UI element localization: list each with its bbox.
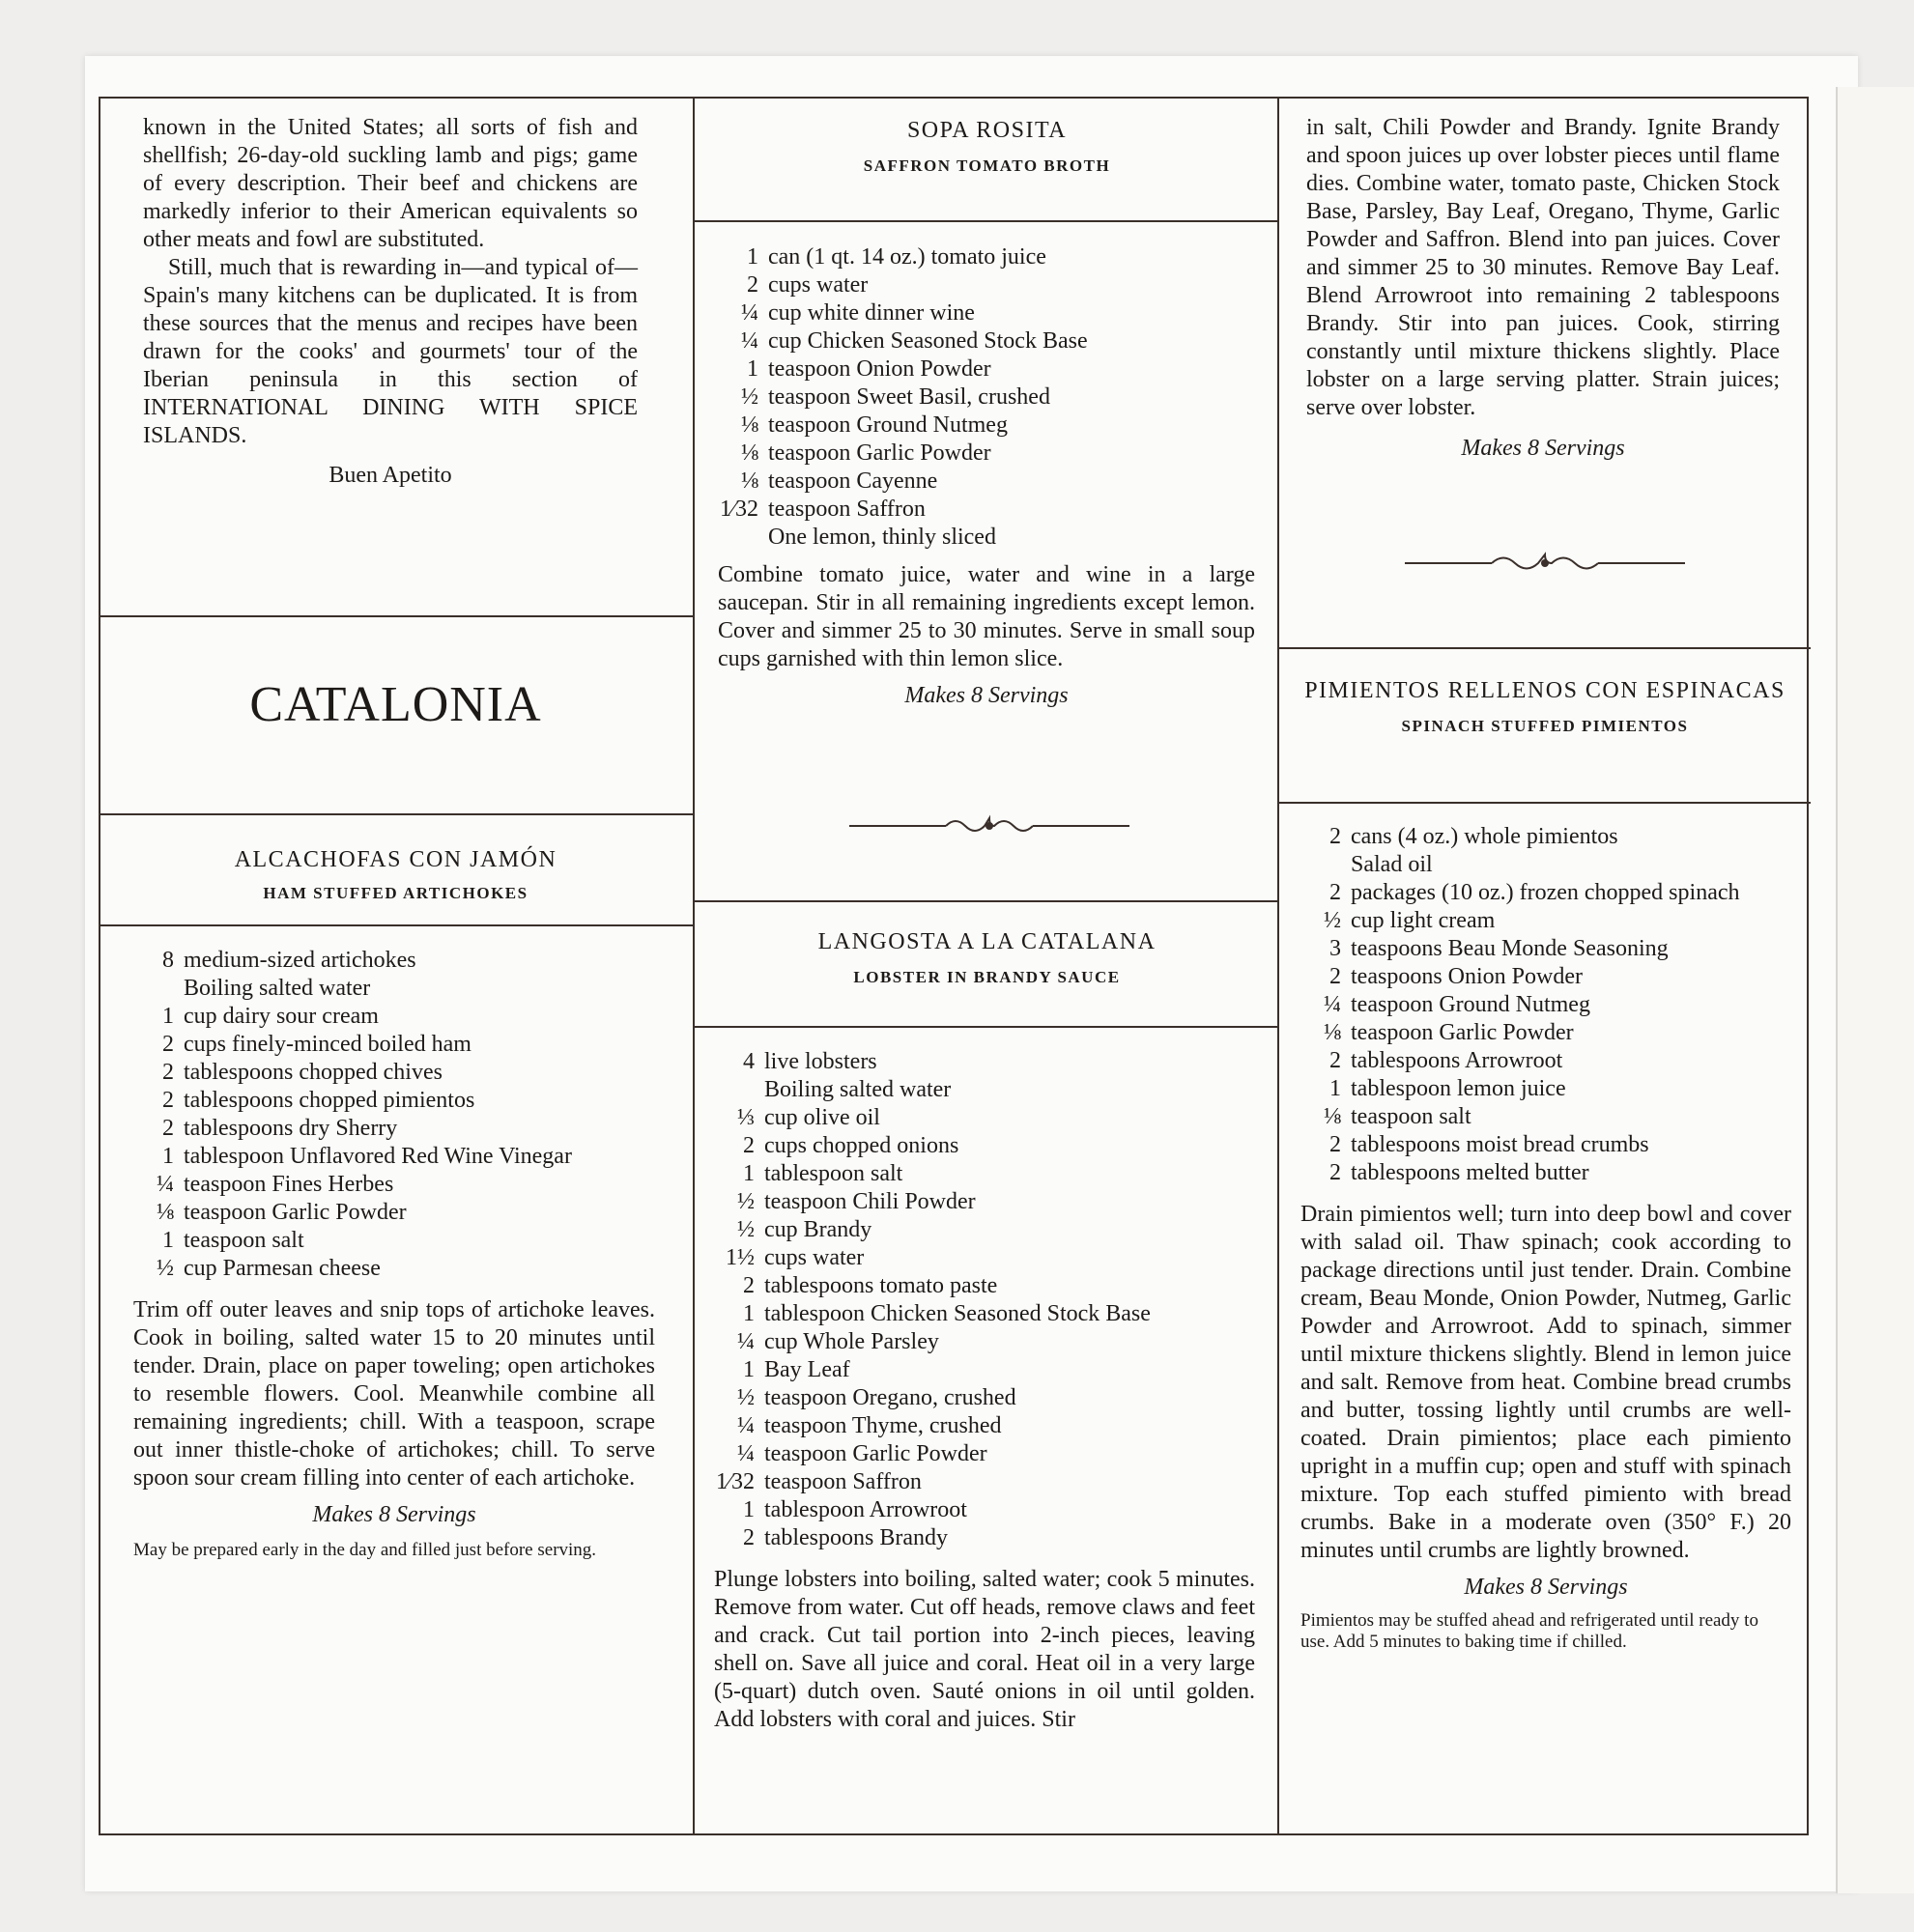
recipe-subtitle: LOBSTER IN BRANDY SAUCE — [853, 968, 1121, 986]
recipe-directions-continued: in salt, Chili Powder and Brandy. Ignite Brandy and spoon juices up over lobster pieces until flame dies. Combine water, tomato paste, Chicken Stock Base, Parsley, Bay Leaf, Oregano, Thyme, Garlic Powder and Saffron. Blend into pan juices. Cover and simmer 25 to 30 minutes. Remove Bay Leaf. Blend Arrowroot into remaining 2 tablespoons Brandy. Stir into pan juices. Cook, stirring constantly until mixture thickens slightly. Place lobster on a large serving platter. Strain juices; serve over lobster. — [1306, 115, 1780, 420]
ingredient-text: cup light cream — [1351, 908, 1496, 933]
ingredient-item — [718, 468, 1255, 496]
ingredient-quantity: ½ — [157, 1256, 174, 1281]
ingredient-quantity: 2 — [1329, 964, 1341, 989]
ingredient-text: tablespoons chopped chives — [184, 1060, 443, 1085]
ingredient-item — [133, 1031, 655, 1059]
ingredient-item — [1300, 991, 1791, 1019]
ingredient-quantity — [718, 524, 768, 552]
ingredient-item — [133, 1227, 655, 1255]
ingredient-text: teaspoon Onion Powder — [768, 356, 991, 382]
ingredient-text: cup Parmesan cheese — [184, 1256, 381, 1281]
ingredient-text: teaspoon Garlic Powder — [768, 440, 991, 466]
ingredient-item — [714, 1412, 1255, 1440]
ingredient-quantity: ½ — [737, 1189, 755, 1214]
signoff: Buen Apetito — [329, 463, 452, 488]
servings: Makes 8 Servings — [1461, 436, 1625, 461]
ingredient-quantity: 1 — [743, 1301, 755, 1326]
ingredient-text: teaspoon Oregano, crushed — [764, 1385, 1016, 1410]
ingredient-text: teaspoon salt — [184, 1228, 304, 1253]
recipe-title: PIMIENTOS RELLENOS CON ESPINACAS — [1304, 678, 1785, 703]
ingredient-text: teaspoon Thyme, crushed — [764, 1413, 1002, 1438]
ingredient-quantity: ⅛ — [741, 412, 758, 438]
ingredient-quantity: 1 — [1329, 1076, 1341, 1101]
ingredient-quantity: 2 — [743, 1273, 755, 1298]
ingredient-text: teaspoon Saffron — [768, 497, 926, 522]
ingredient-item — [714, 1440, 1255, 1468]
ingredient-text: tablespoon lemon juice — [1351, 1076, 1566, 1101]
ingredient-text: One lemon, thinly sliced — [768, 525, 996, 550]
divider — [99, 615, 693, 617]
ingredient-quantity: 8 — [162, 948, 174, 973]
ingredient-item — [714, 1328, 1255, 1356]
servings: Makes 8 Servings — [1464, 1575, 1628, 1600]
ingredient-text: teaspoon Cayenne — [768, 469, 938, 494]
ingredient-item — [1300, 1047, 1791, 1075]
ingredient-item — [1300, 963, 1791, 991]
ingredient-item — [133, 975, 655, 1003]
ingredient-item — [714, 1076, 1255, 1104]
ingredient-item — [718, 496, 1255, 524]
ingredient-quantity: 1 — [162, 1144, 174, 1169]
ingredient-quantity: ¼ — [741, 328, 758, 354]
ingredient-quantity: 1⁄32 — [719, 497, 758, 522]
ingredient-text: tablespoon Chicken Seasoned Stock Base — [764, 1301, 1151, 1326]
ingredient-quantity: 2 — [743, 1133, 755, 1158]
ingredient-item — [718, 355, 1255, 384]
ingredient-item — [714, 1188, 1255, 1216]
ingredient-item — [1300, 1159, 1791, 1187]
ingredient-quantity — [1300, 851, 1351, 879]
recipe-directions: Drain pimientos well; turn into deep bowl and cover with salad oil. Thaw spinach; cook according to package directions until just tender. Drain. Combine cream, Beau Monde, Onion Powder, Nutmeg, Garlic Powder and Arrowroot. Add to spinach, simmer until mixture thickens slightly. Blend in lemon juice and salt. Remove from heat. Combine bread crumbs and butter, tossing lightly until crumbs are well-coated. Drain pimientos; place each pimiento upright in a muffin cup; open and stuff with spinach mixture. Top each stuffed pimiento with bread crumbs. Bake in a moderate oven (350° F.) 20 minutes until crumbs are lightly browned. — [1300, 1202, 1791, 1563]
ingredient-text: cup olive oil — [764, 1105, 880, 1130]
ingredient-text: teaspoon Garlic Powder — [764, 1441, 987, 1466]
ingredient-text: packages (10 oz.) frozen chopped spinach — [1351, 880, 1740, 905]
ingredient-text: tablespoon Unflavored Red Wine Vinegar — [184, 1144, 572, 1169]
intro-paragraph-1: known in the United States; all sorts of fish and shellfish; 26-day-old suckling lamb and pigs; game of every description. Their beef and chickens are markedly inferior to their American equivalents so other meats and fowl are substituted. — [143, 115, 638, 252]
intro-paragraph-2: Still, much that is rewarding in—and typical of—Spain's many kitchens can be duplicated. It is from these sources that the menus and recipes have been drawn for the cooks' and gourmets' tour of the Iberian peninsula in this section of INTERNATIONAL DINING WITH SPICE ISLANDS. — [143, 255, 638, 448]
ingredient-text: teaspoon Garlic Powder — [1351, 1020, 1574, 1045]
ingredient-quantity: 3 — [1329, 936, 1341, 961]
ingredient-list — [1300, 823, 1791, 1187]
divider — [99, 924, 693, 926]
ingredient-quantity: ¼ — [737, 1413, 755, 1438]
ingredient-item — [714, 1524, 1255, 1552]
ingredient-quantity: 2 — [1329, 1132, 1341, 1157]
ingredient-text: Salad oil — [1351, 852, 1433, 877]
ingredient-item — [718, 412, 1255, 440]
ingredient-item — [1300, 879, 1791, 907]
ingredient-quantity: 2 — [1329, 1160, 1341, 1185]
ingredient-item — [133, 1087, 655, 1115]
ingredient-quantity: 1 — [162, 1004, 174, 1029]
ingredient-text: cup white dinner wine — [768, 300, 975, 326]
ingredient-item — [1300, 851, 1791, 879]
ingredient-item — [1300, 823, 1791, 851]
ingredient-quantity: 4 — [743, 1049, 755, 1074]
ingredient-quantity: ⅛ — [741, 469, 758, 494]
ingredient-item — [133, 1003, 655, 1031]
ingredient-list — [714, 1048, 1255, 1552]
ingredient-text: tablespoons chopped pimientos — [184, 1088, 475, 1113]
recipe-title: ALCACHOFAS CON JAMÓN — [234, 847, 557, 872]
ingredient-text: cup dairy sour cream — [184, 1004, 379, 1029]
divider — [695, 1026, 1279, 1028]
ingredient-item — [718, 243, 1255, 271]
ingredient-text: teaspoons Beau Monde Seasoning — [1351, 936, 1669, 961]
column-left — [99, 97, 693, 1835]
ingredient-quantity — [133, 975, 184, 1003]
ingredient-item — [1300, 935, 1791, 963]
ingredient-item — [714, 1300, 1255, 1328]
ornament-divider — [849, 811, 1129, 840]
ingredient-text: cups finely-minced boiled ham — [184, 1032, 471, 1057]
ingredient-text: teaspoon Garlic Powder — [184, 1200, 407, 1225]
ornament-divider — [1405, 549, 1685, 578]
ingredient-quantity: 2 — [162, 1032, 174, 1057]
recipe-title: SOPA ROSITA — [906, 118, 1068, 143]
ingredient-text: tablespoons Brandy — [764, 1525, 948, 1550]
ingredient-list — [133, 947, 655, 1283]
servings: Makes 8 Servings — [904, 683, 1069, 708]
ingredient-quantity: 1⁄32 — [715, 1469, 755, 1494]
ingredient-item — [714, 1132, 1255, 1160]
ingredient-quantity: 1 — [162, 1228, 174, 1253]
ingredient-quantity: 2 — [1329, 824, 1341, 849]
ingredient-item — [133, 947, 655, 975]
ingredient-text: live lobsters — [764, 1049, 877, 1074]
ingredient-item — [133, 1115, 655, 1143]
recipe-subtitle: SPINACH STUFFED PIMIENTOS — [1401, 717, 1689, 735]
ingredient-item — [133, 1059, 655, 1087]
ingredient-text: cups water — [768, 272, 869, 298]
ingredient-text: teaspoon Ground Nutmeg — [1351, 992, 1590, 1017]
recipe-note: May be prepared early in the day and filled just before serving. — [133, 1540, 597, 1560]
ingredient-item — [133, 1143, 655, 1171]
ingredient-quantity: 2 — [747, 272, 758, 298]
ingredient-text: tablespoons tomato paste — [764, 1273, 998, 1298]
ingredient-quantity: ½ — [1324, 908, 1341, 933]
ingredient-text: cans (4 oz.) whole pimientos — [1351, 824, 1618, 849]
ingredient-item — [714, 1104, 1255, 1132]
ingredient-item — [714, 1272, 1255, 1300]
ingredient-list — [718, 243, 1255, 552]
ingredient-quantity: 2 — [1329, 1048, 1341, 1073]
ingredient-quantity: ⅛ — [741, 440, 758, 466]
section-title: CATALONIA — [249, 677, 542, 732]
ingredient-text: teaspoon Saffron — [764, 1469, 922, 1494]
ingredient-item — [1300, 1019, 1791, 1047]
ingredient-text: can (1 qt. 14 oz.) tomato juice — [768, 244, 1046, 270]
ingredient-quantity: ½ — [737, 1217, 755, 1242]
ingredient-text: medium-sized artichokes — [184, 948, 416, 973]
ingredient-item — [718, 271, 1255, 299]
recipe-directions: Combine tomato juice, water and wine in a large saucepan. Stir in all remaining ingredients except lemon. Cover and simmer 25 to 30 minutes. Serve in small soup cups garnished with thin lemon slice. — [718, 562, 1255, 671]
ingredient-quantity: ⅛ — [1324, 1104, 1341, 1129]
ingredient-quantity: 1 — [743, 1357, 755, 1382]
ingredient-text: tablespoons dry Sherry — [184, 1116, 398, 1141]
ingredient-item — [718, 524, 1255, 552]
ingredient-text: cup Whole Parsley — [764, 1329, 939, 1354]
ingredient-quantity: ¼ — [1324, 992, 1341, 1017]
ingredient-quantity: 2 — [162, 1088, 174, 1113]
ingredient-item — [714, 1160, 1255, 1188]
ingredient-text: teaspoon Ground Nutmeg — [768, 412, 1008, 438]
servings: Makes 8 Servings — [312, 1502, 476, 1527]
ingredient-item — [714, 1048, 1255, 1076]
divider — [695, 900, 1279, 902]
ingredient-quantity: 1 — [747, 356, 758, 382]
ingredient-text: cups water — [764, 1245, 865, 1270]
ingredient-text: cup Chicken Seasoned Stock Base — [768, 328, 1088, 354]
ingredient-text: teaspoon Chili Powder — [764, 1189, 976, 1214]
ingredient-item — [718, 299, 1255, 327]
divider — [99, 813, 693, 815]
ingredient-quantity: ½ — [741, 384, 758, 410]
ingredient-text: tablespoons moist bread crumbs — [1351, 1132, 1649, 1157]
facing-page-edge — [1836, 87, 1914, 1893]
ingredient-item — [133, 1171, 655, 1199]
divider — [1279, 802, 1811, 804]
ingredient-item — [714, 1356, 1255, 1384]
ingredient-quantity: ¼ — [737, 1329, 755, 1354]
ingredient-item — [714, 1468, 1255, 1496]
recipe-directions: Plunge lobsters into boiling, salted water; cook 5 minutes. Remove from water. Cut off heads, remove claws and feet and crack. Cut tail portion into 2-inch pieces, leaving shell on. Save all juice and coral. Heat oil in a very large (5-quart) dutch oven. Sauté onions in oil until golden. Add lobsters with coral and juices. Stir — [714, 1567, 1255, 1732]
ingredient-item — [1300, 1075, 1791, 1103]
ingredient-quantity: 1½ — [726, 1245, 755, 1270]
ingredient-text: teaspoon Fines Herbes — [184, 1172, 394, 1197]
ingredient-text: tablespoon salt — [764, 1161, 903, 1186]
recipe-directions: Trim off outer leaves and snip tops of artichoke leaves. Cook in boiling, salted water 15 to 20 minutes until tender. Drain, place on paper toweling; open artichokes to resemble flowers. Cool. Meanwhile combine all remaining ingredients; chill. With a teaspoon, scrape out inner thistle-choke of artichokes; chill. To serve spoon sour cream filling into center of each artichoke. — [133, 1297, 655, 1491]
ingredient-quantity: 1 — [747, 244, 758, 270]
divider — [695, 220, 1279, 222]
ingredient-item — [714, 1216, 1255, 1244]
ingredient-item — [714, 1384, 1255, 1412]
ingredient-quantity: 1 — [743, 1161, 755, 1186]
ingredient-text: cups chopped onions — [764, 1133, 959, 1158]
ingredient-quantity: ⅛ — [1324, 1020, 1341, 1045]
recipe-subtitle: HAM STUFFED ARTICHOKES — [263, 884, 528, 902]
ingredient-item — [714, 1244, 1255, 1272]
ingredient-quantity: ¼ — [737, 1441, 755, 1466]
ingredient-item — [133, 1199, 655, 1227]
ingredient-text: tablespoons Arrowroot — [1351, 1048, 1563, 1073]
ingredient-item — [718, 440, 1255, 468]
ingredient-quantity: 2 — [743, 1525, 755, 1550]
ingredient-quantity: 2 — [162, 1060, 174, 1085]
ingredient-quantity: 2 — [1329, 880, 1341, 905]
ingredient-quantity — [714, 1076, 764, 1104]
ingredient-quantity: ½ — [737, 1385, 755, 1410]
divider — [1279, 647, 1811, 649]
ingredient-text: Bay Leaf — [764, 1357, 850, 1382]
ingredient-quantity: ⅛ — [157, 1200, 174, 1225]
ingredient-quantity: 2 — [162, 1116, 174, 1141]
ingredient-text: teaspoon Sweet Basil, crushed — [768, 384, 1050, 410]
column-middle — [693, 97, 1279, 1835]
ingredient-text: teaspoon salt — [1351, 1104, 1471, 1129]
ingredient-item — [1300, 1131, 1791, 1159]
recipe-subtitle: SAFFRON TOMATO BROTH — [863, 156, 1111, 175]
ingredient-item — [718, 384, 1255, 412]
ingredient-quantity: 1 — [743, 1497, 755, 1522]
ingredient-item — [133, 1255, 655, 1283]
ingredient-text: tablespoon Arrowroot — [764, 1497, 967, 1522]
ingredient-quantity: ¼ — [741, 300, 758, 326]
ingredient-item — [1300, 1103, 1791, 1131]
ingredient-item — [1300, 907, 1791, 935]
column-right — [1277, 97, 1811, 1835]
ingredient-item — [718, 327, 1255, 355]
recipe-title: LANGOSTA A LA CATALANA — [817, 929, 1157, 954]
ingredient-text: teaspoons Onion Powder — [1351, 964, 1583, 989]
ingredient-text: tablespoons melted butter — [1351, 1160, 1589, 1185]
ingredient-text: cup Brandy — [764, 1217, 872, 1242]
ingredient-item — [714, 1496, 1255, 1524]
ingredient-text: Boiling salted water — [764, 1077, 952, 1102]
ingredient-text: Boiling salted water — [184, 976, 371, 1001]
ingredient-quantity: ⅓ — [737, 1105, 755, 1130]
ingredient-quantity: ¼ — [157, 1172, 174, 1197]
recipe-note: Pimientos may be stuffed ahead and refrigerated until ready to use. Add 5 minutes to baking time if chilled. — [1300, 1610, 1758, 1652]
